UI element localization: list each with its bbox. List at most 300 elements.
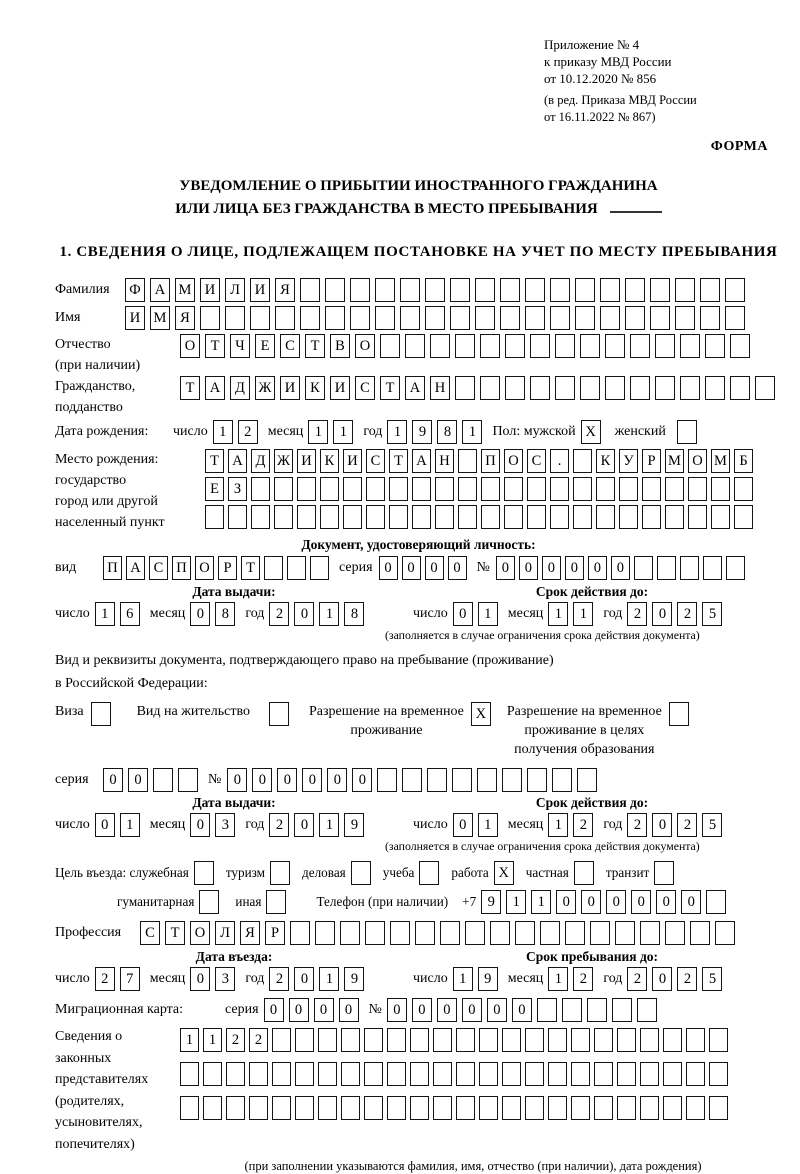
char-cell[interactable]: 8: [344, 602, 364, 626]
char-cell[interactable]: [251, 477, 270, 501]
char-cell[interactable]: [475, 278, 495, 302]
char-cell[interactable]: С: [355, 376, 375, 400]
char-cell[interactable]: [706, 890, 726, 914]
char-cell[interactable]: В: [330, 334, 350, 358]
char-cell[interactable]: [415, 921, 435, 945]
char-cell[interactable]: [575, 306, 595, 330]
char-cell[interactable]: 2: [249, 1028, 268, 1052]
char-cell[interactable]: [250, 306, 270, 330]
char-cell[interactable]: [387, 1062, 406, 1086]
char-cell[interactable]: И: [250, 278, 270, 302]
char-cell[interactable]: [502, 1096, 521, 1120]
char-cell[interactable]: 3: [215, 813, 235, 837]
char-cell[interactable]: [562, 998, 582, 1022]
char-cell[interactable]: [440, 921, 460, 945]
char-cell[interactable]: 0: [128, 768, 148, 792]
char-cell[interactable]: [619, 477, 638, 501]
char-cell[interactable]: [600, 306, 620, 330]
char-cell[interactable]: 2: [226, 1028, 245, 1052]
char-cell[interactable]: [615, 921, 635, 945]
char-cell[interactable]: [504, 477, 523, 501]
char-cell[interactable]: [203, 1062, 222, 1086]
char-cell[interactable]: [433, 1062, 452, 1086]
char-cell[interactable]: Е: [205, 477, 224, 501]
char-cell[interactable]: 0: [387, 998, 407, 1022]
char-cell[interactable]: 9: [344, 813, 364, 837]
char-cell[interactable]: [203, 1096, 222, 1120]
char-cell[interactable]: 5: [702, 813, 722, 837]
char-cell[interactable]: [325, 278, 345, 302]
char-cell[interactable]: [654, 861, 674, 885]
char-cell[interactable]: [657, 556, 676, 580]
char-cell[interactable]: 1: [478, 813, 498, 837]
char-cell[interactable]: 0: [611, 556, 630, 580]
char-cell[interactable]: [295, 1096, 314, 1120]
char-cell[interactable]: [700, 306, 720, 330]
char-cell[interactable]: [249, 1062, 268, 1086]
char-cell[interactable]: [688, 477, 707, 501]
char-cell[interactable]: [300, 306, 320, 330]
char-cell[interactable]: [550, 306, 570, 330]
char-cell[interactable]: [640, 1062, 659, 1086]
char-cell[interactable]: [366, 477, 385, 501]
char-cell[interactable]: [675, 278, 695, 302]
char-cell[interactable]: [725, 306, 745, 330]
char-cell[interactable]: [700, 278, 720, 302]
char-cell[interactable]: [703, 556, 722, 580]
char-cell[interactable]: [525, 1096, 544, 1120]
char-cell[interactable]: 0: [656, 890, 676, 914]
char-cell[interactable]: [500, 306, 520, 330]
char-cell[interactable]: [725, 278, 745, 302]
char-cell[interactable]: [178, 768, 198, 792]
char-cell[interactable]: А: [126, 556, 145, 580]
char-cell[interactable]: [435, 477, 454, 501]
char-cell[interactable]: [680, 376, 700, 400]
char-cell[interactable]: [400, 306, 420, 330]
char-cell[interactable]: [366, 505, 385, 529]
char-cell[interactable]: [555, 376, 575, 400]
char-cell[interactable]: Т: [205, 449, 224, 473]
char-cell[interactable]: 2: [95, 967, 115, 991]
char-cell[interactable]: [272, 1028, 291, 1052]
char-cell[interactable]: Т: [389, 449, 408, 473]
char-cell[interactable]: М: [711, 449, 730, 473]
char-cell[interactable]: [571, 1062, 590, 1086]
char-cell[interactable]: 0: [581, 890, 601, 914]
char-cell[interactable]: 1: [180, 1028, 199, 1052]
char-cell[interactable]: 5: [702, 602, 722, 626]
char-cell[interactable]: [479, 1096, 498, 1120]
char-cell[interactable]: Б: [734, 449, 753, 473]
char-cell[interactable]: [655, 334, 675, 358]
char-cell[interactable]: П: [481, 449, 500, 473]
char-cell[interactable]: Я: [175, 306, 195, 330]
char-cell[interactable]: [389, 477, 408, 501]
char-cell[interactable]: З: [228, 477, 247, 501]
char-cell[interactable]: [425, 306, 445, 330]
char-cell[interactable]: 0: [339, 998, 359, 1022]
char-cell[interactable]: [502, 768, 522, 792]
char-cell[interactable]: [295, 1028, 314, 1052]
char-cell[interactable]: 0: [294, 602, 314, 626]
char-cell[interactable]: [364, 1028, 383, 1052]
char-cell[interactable]: Е: [255, 334, 275, 358]
char-cell[interactable]: [375, 306, 395, 330]
char-cell[interactable]: [455, 376, 475, 400]
char-cell[interactable]: [390, 921, 410, 945]
char-cell[interactable]: [634, 556, 653, 580]
char-cell[interactable]: 0: [190, 813, 210, 837]
char-cell[interactable]: [686, 1096, 705, 1120]
char-cell[interactable]: 0: [519, 556, 538, 580]
char-cell[interactable]: [387, 1096, 406, 1120]
char-cell[interactable]: [500, 278, 520, 302]
char-cell[interactable]: [580, 334, 600, 358]
char-cell[interactable]: [594, 1062, 613, 1086]
char-cell[interactable]: [709, 1096, 728, 1120]
char-cell[interactable]: М: [665, 449, 684, 473]
char-cell[interactable]: 0: [631, 890, 651, 914]
char-cell[interactable]: [318, 1028, 337, 1052]
char-cell[interactable]: [709, 1028, 728, 1052]
char-cell[interactable]: [730, 334, 750, 358]
char-cell[interactable]: [537, 998, 557, 1022]
char-cell[interactable]: [550, 278, 570, 302]
char-cell[interactable]: К: [320, 449, 339, 473]
char-cell[interactable]: 0: [462, 998, 482, 1022]
char-cell[interactable]: .: [550, 449, 569, 473]
char-cell[interactable]: 2: [627, 602, 647, 626]
char-cell[interactable]: 0: [652, 602, 672, 626]
char-cell[interactable]: С: [140, 921, 160, 945]
char-cell[interactable]: [755, 376, 775, 400]
char-cell[interactable]: И: [125, 306, 145, 330]
char-cell[interactable]: 0: [556, 890, 576, 914]
char-cell[interactable]: [310, 556, 329, 580]
char-cell[interactable]: [680, 334, 700, 358]
char-cell[interactable]: 0: [264, 998, 284, 1022]
char-cell[interactable]: 3: [215, 967, 235, 991]
char-cell[interactable]: [617, 1028, 636, 1052]
char-cell[interactable]: [458, 505, 477, 529]
char-cell[interactable]: [550, 477, 569, 501]
char-cell[interactable]: И: [297, 449, 316, 473]
char-cell[interactable]: С: [366, 449, 385, 473]
char-cell[interactable]: [669, 702, 689, 726]
char-cell[interactable]: [730, 376, 750, 400]
char-cell[interactable]: [705, 334, 725, 358]
char-cell[interactable]: [515, 921, 535, 945]
char-cell[interactable]: [351, 861, 371, 885]
char-cell[interactable]: 1: [319, 967, 339, 991]
char-cell[interactable]: [734, 477, 753, 501]
char-cell[interactable]: [726, 556, 745, 580]
char-cell[interactable]: [502, 1028, 521, 1052]
char-cell[interactable]: [225, 306, 245, 330]
char-cell[interactable]: [430, 334, 450, 358]
char-cell[interactable]: И: [343, 449, 362, 473]
char-cell[interactable]: Ч: [230, 334, 250, 358]
char-cell[interactable]: [365, 921, 385, 945]
char-cell[interactable]: [680, 556, 699, 580]
char-cell[interactable]: [625, 306, 645, 330]
char-cell[interactable]: 1: [319, 602, 339, 626]
char-cell[interactable]: 9: [412, 420, 432, 444]
char-cell[interactable]: [226, 1062, 245, 1086]
char-cell[interactable]: [686, 1028, 705, 1052]
char-cell[interactable]: 0: [652, 813, 672, 837]
char-cell[interactable]: 2: [627, 967, 647, 991]
char-cell[interactable]: Т: [180, 376, 200, 400]
char-cell[interactable]: [665, 505, 684, 529]
char-cell[interactable]: 0: [496, 556, 515, 580]
char-cell[interactable]: О: [190, 921, 210, 945]
char-cell[interactable]: 8: [215, 602, 235, 626]
char-cell[interactable]: [274, 477, 293, 501]
char-cell[interactable]: 9: [344, 967, 364, 991]
char-cell[interactable]: [663, 1028, 682, 1052]
char-cell[interactable]: 9: [481, 890, 501, 914]
char-cell[interactable]: [266, 890, 286, 914]
char-cell[interactable]: [387, 1028, 406, 1052]
char-cell[interactable]: Н: [435, 449, 454, 473]
char-cell[interactable]: [617, 1062, 636, 1086]
char-cell[interactable]: [630, 376, 650, 400]
char-cell[interactable]: 1: [213, 420, 233, 444]
char-cell[interactable]: [550, 505, 569, 529]
char-cell[interactable]: 0: [606, 890, 626, 914]
char-cell[interactable]: К: [596, 449, 615, 473]
char-cell[interactable]: [655, 376, 675, 400]
char-cell[interactable]: [642, 477, 661, 501]
char-cell[interactable]: [341, 1096, 360, 1120]
char-cell[interactable]: Р: [218, 556, 237, 580]
char-cell[interactable]: 1: [548, 602, 568, 626]
char-cell[interactable]: [711, 505, 730, 529]
char-cell[interactable]: [548, 1096, 567, 1120]
char-cell[interactable]: 0: [314, 998, 334, 1022]
char-cell[interactable]: [475, 306, 495, 330]
char-cell[interactable]: 1: [95, 602, 115, 626]
char-cell[interactable]: [525, 278, 545, 302]
char-cell[interactable]: А: [405, 376, 425, 400]
char-cell[interactable]: [605, 334, 625, 358]
char-cell[interactable]: И: [280, 376, 300, 400]
char-cell[interactable]: 2: [573, 813, 593, 837]
char-cell[interactable]: [663, 1062, 682, 1086]
char-cell[interactable]: [402, 768, 422, 792]
char-cell[interactable]: [548, 1028, 567, 1052]
char-cell[interactable]: С: [527, 449, 546, 473]
char-cell[interactable]: [456, 1062, 475, 1086]
char-cell[interactable]: X: [471, 702, 491, 726]
char-cell[interactable]: [465, 921, 485, 945]
char-cell[interactable]: Д: [251, 449, 270, 473]
char-cell[interactable]: 2: [269, 967, 289, 991]
char-cell[interactable]: [505, 334, 525, 358]
char-cell[interactable]: А: [412, 449, 431, 473]
char-cell[interactable]: [504, 505, 523, 529]
char-cell[interactable]: 0: [327, 768, 347, 792]
char-cell[interactable]: М: [150, 306, 170, 330]
char-cell[interactable]: Т: [380, 376, 400, 400]
char-cell[interactable]: [456, 1028, 475, 1052]
char-cell[interactable]: [642, 505, 661, 529]
char-cell[interactable]: Ж: [274, 449, 293, 473]
char-cell[interactable]: Р: [642, 449, 661, 473]
char-cell[interactable]: [640, 1096, 659, 1120]
char-cell[interactable]: 0: [425, 556, 444, 580]
char-cell[interactable]: [419, 861, 439, 885]
char-cell[interactable]: 2: [677, 602, 697, 626]
char-cell[interactable]: [637, 998, 657, 1022]
char-cell[interactable]: И: [200, 278, 220, 302]
char-cell[interactable]: [711, 477, 730, 501]
char-cell[interactable]: [251, 505, 270, 529]
char-cell[interactable]: [527, 768, 547, 792]
char-cell[interactable]: А: [228, 449, 247, 473]
char-cell[interactable]: [574, 861, 594, 885]
char-cell[interactable]: [481, 505, 500, 529]
char-cell[interactable]: 1: [333, 420, 353, 444]
char-cell[interactable]: 1: [548, 813, 568, 837]
char-cell[interactable]: [270, 861, 290, 885]
char-cell[interactable]: [525, 306, 545, 330]
char-cell[interactable]: 0: [190, 967, 210, 991]
char-cell[interactable]: О: [180, 334, 200, 358]
char-cell[interactable]: [650, 278, 670, 302]
char-cell[interactable]: Т: [205, 334, 225, 358]
char-cell[interactable]: Ж: [255, 376, 275, 400]
char-cell[interactable]: Л: [225, 278, 245, 302]
char-cell[interactable]: [502, 1062, 521, 1086]
char-cell[interactable]: [548, 1062, 567, 1086]
char-cell[interactable]: [630, 334, 650, 358]
char-cell[interactable]: 0: [512, 998, 532, 1022]
char-cell[interactable]: [594, 1028, 613, 1052]
char-cell[interactable]: [315, 921, 335, 945]
char-cell[interactable]: 1: [319, 813, 339, 837]
char-cell[interactable]: 0: [277, 768, 297, 792]
char-cell[interactable]: [640, 1028, 659, 1052]
char-cell[interactable]: [565, 921, 585, 945]
char-cell[interactable]: [340, 921, 360, 945]
char-cell[interactable]: [458, 449, 477, 473]
char-cell[interactable]: Я: [240, 921, 260, 945]
char-cell[interactable]: [480, 334, 500, 358]
char-cell[interactable]: 0: [588, 556, 607, 580]
char-cell[interactable]: [200, 306, 220, 330]
char-cell[interactable]: [295, 1062, 314, 1086]
char-cell[interactable]: О: [504, 449, 523, 473]
char-cell[interactable]: 0: [402, 556, 421, 580]
char-cell[interactable]: А: [150, 278, 170, 302]
char-cell[interactable]: [269, 702, 289, 726]
char-cell[interactable]: [525, 1028, 544, 1052]
char-cell[interactable]: 8: [437, 420, 457, 444]
char-cell[interactable]: [525, 1062, 544, 1086]
char-cell[interactable]: [199, 890, 219, 914]
char-cell[interactable]: [688, 505, 707, 529]
char-cell[interactable]: [665, 921, 685, 945]
char-cell[interactable]: 0: [294, 967, 314, 991]
char-cell[interactable]: [677, 420, 697, 444]
char-cell[interactable]: Н: [430, 376, 450, 400]
char-cell[interactable]: 7: [120, 967, 140, 991]
char-cell[interactable]: [527, 477, 546, 501]
char-cell[interactable]: [380, 334, 400, 358]
char-cell[interactable]: 0: [652, 967, 672, 991]
char-cell[interactable]: [490, 921, 510, 945]
char-cell[interactable]: [575, 278, 595, 302]
char-cell[interactable]: 0: [95, 813, 115, 837]
char-cell[interactable]: 1: [573, 602, 593, 626]
char-cell[interactable]: [573, 477, 592, 501]
char-cell[interactable]: [427, 768, 447, 792]
char-cell[interactable]: [619, 505, 638, 529]
char-cell[interactable]: [350, 278, 370, 302]
char-cell[interactable]: 2: [269, 813, 289, 837]
char-cell[interactable]: [377, 768, 397, 792]
char-cell[interactable]: [450, 306, 470, 330]
char-cell[interactable]: [573, 449, 592, 473]
char-cell[interactable]: [479, 1062, 498, 1086]
char-cell[interactable]: [412, 477, 431, 501]
char-cell[interactable]: [605, 376, 625, 400]
char-cell[interactable]: [91, 702, 111, 726]
char-cell[interactable]: [153, 768, 173, 792]
char-cell[interactable]: [264, 556, 283, 580]
char-cell[interactable]: 0: [227, 768, 247, 792]
char-cell[interactable]: 0: [487, 998, 507, 1022]
char-cell[interactable]: [400, 278, 420, 302]
char-cell[interactable]: 2: [677, 967, 697, 991]
char-cell[interactable]: 5: [702, 967, 722, 991]
char-cell[interactable]: 1: [203, 1028, 222, 1052]
char-cell[interactable]: [587, 998, 607, 1022]
char-cell[interactable]: Т: [305, 334, 325, 358]
char-cell[interactable]: [389, 505, 408, 529]
char-cell[interactable]: [452, 768, 472, 792]
char-cell[interactable]: 0: [412, 998, 432, 1022]
char-cell[interactable]: 0: [289, 998, 309, 1022]
char-cell[interactable]: О: [195, 556, 214, 580]
char-cell[interactable]: 1: [387, 420, 407, 444]
char-cell[interactable]: И: [330, 376, 350, 400]
char-cell[interactable]: [612, 998, 632, 1022]
char-cell[interactable]: [180, 1062, 199, 1086]
char-cell[interactable]: [435, 505, 454, 529]
char-cell[interactable]: 0: [252, 768, 272, 792]
char-cell[interactable]: [412, 505, 431, 529]
char-cell[interactable]: [577, 768, 597, 792]
char-cell[interactable]: [734, 505, 753, 529]
char-cell[interactable]: [530, 376, 550, 400]
char-cell[interactable]: [320, 505, 339, 529]
char-cell[interactable]: [375, 278, 395, 302]
char-cell[interactable]: [320, 477, 339, 501]
char-cell[interactable]: [650, 306, 670, 330]
char-cell[interactable]: 2: [238, 420, 258, 444]
char-cell[interactable]: [364, 1062, 383, 1086]
char-cell[interactable]: [410, 1028, 429, 1052]
char-cell[interactable]: У: [619, 449, 638, 473]
char-cell[interactable]: [297, 505, 316, 529]
char-cell[interactable]: 0: [453, 602, 473, 626]
char-cell[interactable]: 2: [573, 967, 593, 991]
char-cell[interactable]: 1: [453, 967, 473, 991]
